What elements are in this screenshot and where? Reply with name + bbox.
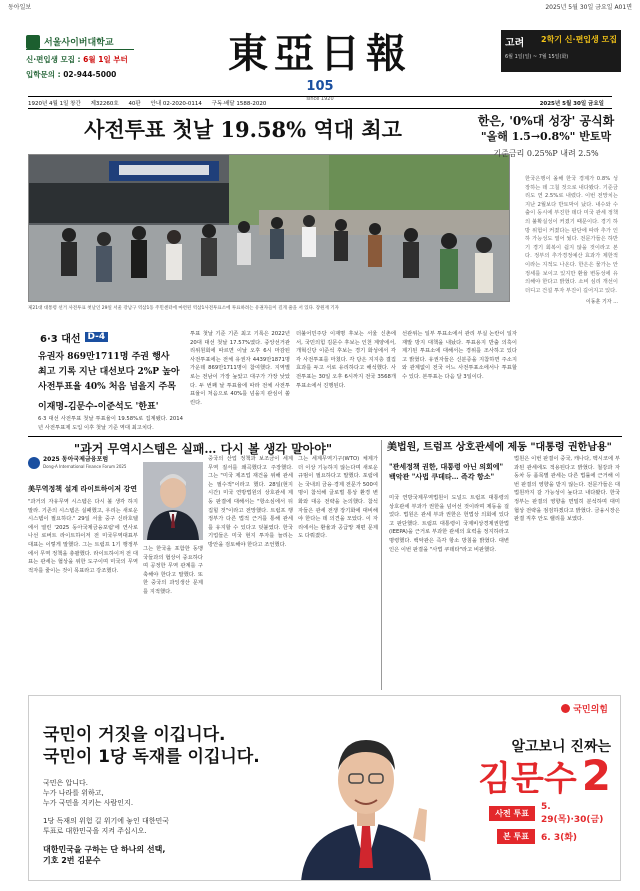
school-ad-phone: 02-944-5000 bbox=[63, 70, 117, 79]
column-4: 선관위는 일부 투표소에서 관리 부실 논란이 일자 재발 방지 대책을 내놨다. 투표용지 반출 의혹이 제기된 투표소에 대해서는 경위를 조사하고 있다고 밝혔다. 유권자들은 신분증을 지참하면 주소지와 관계없이 전국 어느 사전투표소에서나 투표할 수 있다. 본투표는 다음 달 3일이다. bbox=[402, 331, 517, 380]
ad-slogan-1: 국민이 거짓을 이깁니다. bbox=[43, 725, 226, 745]
trade-column-4: 그는 세계무역기구(WTO) 체제가 더 이상 기능하지 않는다며 새로운 규범이 필요하다고 말했다. 포럼에는 국내외 금융·경제 전문가 500여 명이 참석해 글로벌 통상 환경 변화와 대응 전략을 논의했다. 참석자들은 관세 전쟁 장기화에 대비해야 한다는 데 의견을 모았다. 이 자리에서는 환율과 공급망 재편 문제도 다뤄졌다. bbox=[298, 456, 378, 540]
subscribe-info: 구독·배달 1588-2020 bbox=[211, 100, 267, 107]
ad-slogan-2: 국민이 1당 독재를 이깁니다. bbox=[43, 747, 260, 767]
column-3: 더불어민주당 이재명 후보는 서울 신촌에서, 국민의힘 김문수 후보는 인천 계양에서, 개혁신당 이준석 후보는 경기 화성에서 각각 사전투표를 마쳤다. 각 당은 지지층 결집 효과를 두고 서로 유리하다고 해석했다. 사전투표는 30일 오후 6시까지 전국 3568개 투표소에서 진행된다. bbox=[296, 331, 396, 389]
main-vote-label: 본 투표 bbox=[497, 829, 535, 844]
info-bar bbox=[28, 96, 612, 109]
ad-text-4: 1당 독재의 위험 길 위기에 놓인 대한민국 bbox=[43, 817, 169, 825]
anniversary-since: since 1920 bbox=[306, 96, 334, 102]
masthead-title: 東亞日報 bbox=[228, 30, 412, 77]
founded-date: 1920년 4월 1일 창간 bbox=[28, 100, 81, 107]
main-vote-date: 6. 3(화) bbox=[541, 833, 577, 843]
tariff-subheads bbox=[389, 462, 509, 482]
university-ad-dates: 6월 1일(일) ~ 7월 15일(화) bbox=[505, 54, 569, 60]
subhead-3: 사전투표율 40% 처음 넘을지 주목 bbox=[38, 382, 176, 392]
subhead-1: 유권자 869만1711명 주권 행사 bbox=[38, 352, 170, 362]
voters-queue-image bbox=[29, 155, 510, 302]
tariff-subhead-2: 백악관 "사법 쿠데타… 즉각 항소" bbox=[389, 472, 495, 481]
university-ad[interactable] bbox=[501, 30, 621, 72]
side-story-head[interactable] bbox=[472, 114, 620, 159]
column-2: 투표 첫날 기준 기존 최고 기록은 2022년 20대 대선 첫날 17.57%였다. 중앙선거관리위원회에 따르면 이날 오후 6시 마감된 사전투표에는 전체 유권자 4439만1871명 가운데 869만1711명이 참여했다. 지역별로는 전남이 가장 높았고 대구가 가장 낮았다. 두 번째 날 투표율에 따라 전체 사전투표율이 처음으로 40%를 넘을지 관심이 쏠린다. bbox=[190, 331, 290, 406]
party-logo-icon bbox=[561, 704, 570, 713]
photo-caption: 제21대 대통령 선거 사전투표 첫날인 29일 서울 강남구 역삼1동 주민센터에 마련된 역삼1사전투표소에 투표하려는 유권자들이 길게 줄을 서 있다. 장원재 기자 bbox=[28, 306, 339, 311]
university-ad-text: 2학기 신·편입생 모집 bbox=[541, 35, 617, 44]
d-day-badge: D-4 bbox=[85, 332, 109, 342]
ad-tagline: 알고보니 진짜는 bbox=[511, 739, 611, 755]
subhead-4: 이재명-김문수-이준석도 '한표' bbox=[38, 402, 159, 412]
candidate-name: 김문수 bbox=[478, 759, 577, 799]
ad-text-1: 국민은 압니다. bbox=[43, 779, 89, 787]
section-divider bbox=[28, 436, 622, 437]
edition: 40판 bbox=[128, 100, 141, 107]
ad-text-5: 투표로 대한민국을 지켜 주십시오. bbox=[43, 827, 147, 835]
candidate-number: 2 bbox=[581, 751, 611, 800]
tariff-headline[interactable]: 美법원, 트럼프 상호관세에 제동 "대통령 권한남용" bbox=[387, 442, 612, 453]
party-logo bbox=[561, 702, 608, 715]
forum-title: 2025 동아국제금융포럼 bbox=[43, 456, 109, 463]
anniversary-number: 105 bbox=[306, 79, 334, 94]
column-1: 6·3 대선 사전투표 첫날 투표율이 19.58%로 집계됐다. 2014년 사전투표제 도입 이후 첫날 기준 역대 최고치다. bbox=[38, 416, 183, 431]
early-vote-label: 사전 투표 bbox=[489, 806, 535, 821]
issue-date: 2025년 5월 30일 금요일 bbox=[539, 100, 604, 107]
top-bar-right: 2025년 5월 30일 금요일 A01면 bbox=[545, 3, 632, 11]
issue-number: 제32260호 bbox=[90, 100, 119, 107]
tariff-column-1: 미국 연방국제무역법원이 도널드 트럼프 대통령의 상호관세 부과가 권한을 넘어선 것이라며 제동을 걸었다. 법원은 관세 부과 권한은 헌법상 의회에 있다고 판단했다. 트럼프 대통령이 국제비상경제권한법(IEEPA)을 근거로 부과한 관세의 효력을 정지하라고 명령했다. 백악관은 즉각 항소 방침을 밝혔다. 대변인은 이번 판결을 "사법 쿠데타"라고 비판했다. bbox=[389, 495, 509, 553]
side-headline-1: 한은, '0%대 성장' 공식화 bbox=[477, 114, 615, 128]
portrait-image bbox=[143, 462, 203, 540]
school-ad[interactable] bbox=[26, 34, 134, 94]
party-name: 국민의힘 bbox=[573, 705, 608, 715]
tariff-subhead-1: "관세정책 권한, 대통령 아닌 의회에" bbox=[389, 462, 504, 471]
election-label: 6·3 대선 bbox=[40, 333, 81, 345]
election-countdown bbox=[40, 330, 150, 344]
election-ad[interactable] bbox=[28, 695, 621, 881]
voters-photo[interactable] bbox=[28, 154, 510, 302]
side-headline-2: "올해 1.5→0.8%" 반토막 bbox=[480, 130, 612, 143]
trade-subhead: 美무역정책 설계 라이트하이저 강연 bbox=[28, 484, 137, 493]
forum-english-title: Dong-A International Finance Forum 2025 bbox=[43, 464, 127, 469]
turnout-subheads[interactable] bbox=[38, 350, 183, 415]
forum-logo-icon bbox=[28, 457, 40, 469]
ad-footer-1: 대한민국을 구하는 단 하나의 선택, bbox=[43, 845, 166, 854]
side-byline: 이동훈 기자 ... bbox=[585, 299, 618, 306]
trade-headline[interactable]: "과거 무역시스템은 실패… 다시 볼 생각 말아야" bbox=[73, 442, 333, 456]
ad-text-3: 누가 국민을 지키는 사람인지. bbox=[43, 799, 134, 807]
trade-column-1: "과거의 자유무역 시스템은 다시 볼 생각 하지 말라. 기존의 시스템은 실패했고, 우리는 새로운 시스템이 필요하다." 29일 서울 중구 신라호텔에서 열린 '2025 동아국제금융포럼'에 연사로 나선 로버트 라이트하이저 전 미국무역대표부 대표는 이렇게 말했다. 그는 트럼프 1기 행정부에서 무역 정책을 총괄했다. 라이트하이저 전 대표는 관세는 협상을 위한 도구이며 미국의 무역적자를 줄이는 것이 목표라고 강조했다. bbox=[28, 499, 138, 574]
school-ad-contact-label: 입학문의 : bbox=[26, 70, 64, 79]
side-story-body: 한국은행이 올해 한국 경제가 0.8% 성장하는 데 그칠 것으로 내다봤다. 기준금리도 연 2.5%로 내렸다. 이번 전망치는 지난 2월보다 반토막이 났다. 내수와 수출이 동시에 부진한 데다 미국 관세 정책의 불확실성이 커졌기 때문이다. 경기 하방 위험이 커졌다는 판단에 따라 추가 인하 가능성도 열어 뒀다. 전문가들은 하반기 경기 회복이 쉽지 않을 것이라고 본다. 정부의 추가경정예산 효과가 제한적이라는 지적도 나온다. 한은은 물가는 안정세를 보이고 있지만 환율 변동성에 유의해야 한다고 밝혔다. 소비 심리 개선이 더디고 건설 투자 부진이 길어지고 있다. 이동훈 기자 ... bbox=[525, 176, 618, 306]
candidate-photo bbox=[301, 718, 431, 881]
subhead-2: 최고 기록 지난 대선보다 2%P 높아 bbox=[38, 367, 180, 377]
school-ad-date: 6월 1일 부터 bbox=[83, 55, 128, 64]
forum-logo bbox=[28, 455, 134, 471]
ad-footer-2: 기호 2번 김문수 bbox=[43, 856, 101, 865]
main-headline[interactable]: 사전투표 첫날 19.58% 역대 최고 bbox=[84, 117, 402, 142]
trade-column-3: 중국의 산업 정책과 보조금이 세계 무역 질서를 왜곡했다고 주장했다. 그는 "미국 제조업 재건을 위해 관세는 필수적"이라고 했다. 28일(현지 시간) 미국 연방법원의 상호관세 제동 판결에 대해서는 "항소심에서 뒤집힐 것"이라고 전망했다. 트럼프 행정부가 다른 법적 근거를 통해 관세를 유지할 수 있다고 덧붙였다. 한국 기업들은 미국 현지 투자를 늘리는 방안을 검토해야 한다고 조언했다. bbox=[208, 456, 293, 548]
school-ad-label: 신·편입생 모집 : bbox=[26, 55, 84, 64]
tariff-column-2: 법원은 이번 판결이 중국, 캐나다, 멕시코에 부과된 관세에도 적용된다고 밝혔다. 철강과 자동차 등 품목별 관세는 다른 법률에 근거해 이번 판결의 영향을 받지 않는다. 전문가들은 대법원까지 갈 가능성이 높다고 내다봤다. 한국 정부는 판결의 영향을 면밀히 분석하며 대미 협상 전략을 점검하겠다고 밝혔다. 금융시장은 판결 직후 안도 랠리를 보였다. bbox=[514, 456, 620, 523]
school-name: 서울사이버대학교 bbox=[44, 38, 114, 48]
ad-text-2: 누가 나라를 위하고, bbox=[43, 789, 104, 797]
university-brand: 고려 bbox=[505, 38, 525, 49]
side-subhead: 기준금리 0.25%P 내려 2.5% bbox=[493, 149, 599, 158]
top-bar bbox=[0, 0, 640, 12]
early-vote-date: 5. 29(목)·30(금) bbox=[541, 802, 604, 825]
school-logo-icon bbox=[26, 35, 40, 49]
top-bar-left: 동아일보 bbox=[8, 3, 32, 11]
trade-column-2: 그는 한국을 포함한 동맹국들과의 협상이 중요하다며 공정한 무역 관계를 구축해야 한다고 말했다. 또한 중국의 과잉생산 문제를 지적했다. bbox=[143, 546, 203, 595]
lighthizer-portrait bbox=[143, 462, 203, 540]
column-divider bbox=[381, 440, 382, 690]
phone-info: 안내 02-2020-0114 bbox=[150, 100, 202, 107]
